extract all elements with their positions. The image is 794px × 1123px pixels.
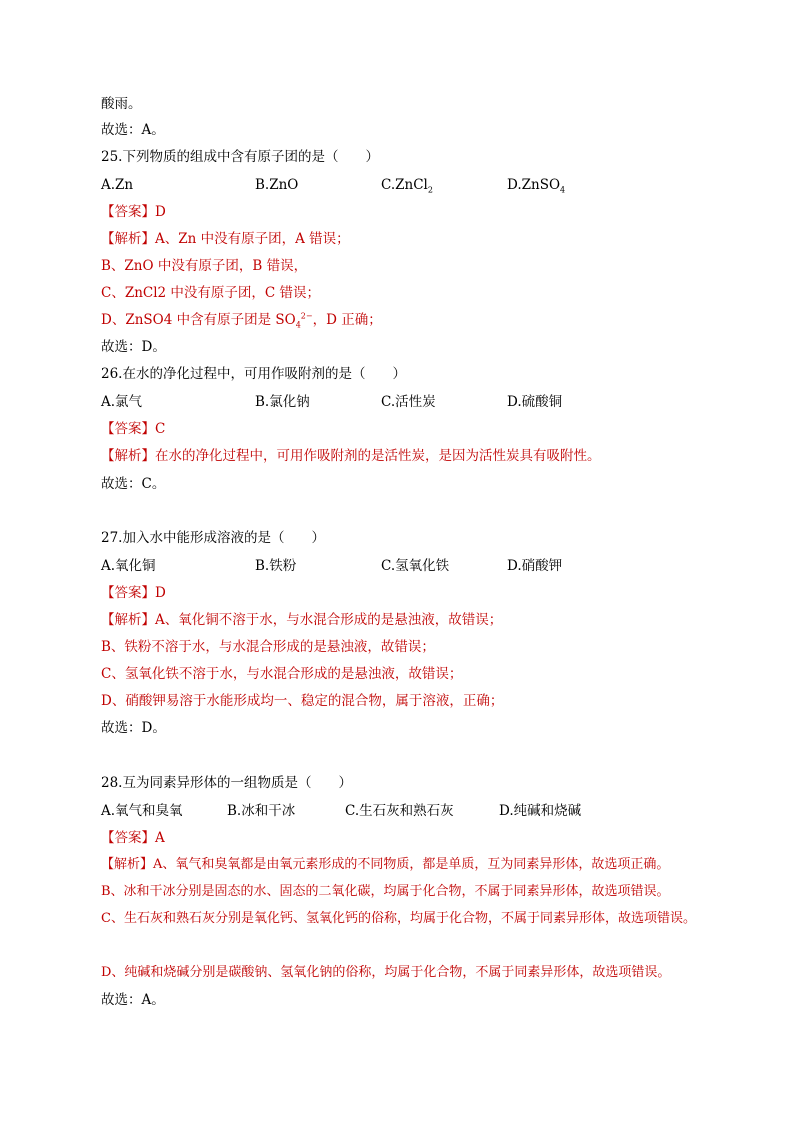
choice-27: 故选：D。 [101, 720, 166, 736]
analysis-27-b: B、铁粉不溶于水，与水混合形成的是悬浊液，故错误； [101, 639, 435, 655]
option-d: D.硝酸钾 [507, 558, 563, 574]
option-d: D.ZnSO$_4$ [507, 177, 566, 195]
option-b: B.氯化钠 [255, 394, 310, 410]
choice-line: 故选：A。 [101, 122, 165, 138]
answer-25: 【答案】D [101, 204, 166, 220]
question-26: 26.在水的净化过程中，可用作吸附剂的是（ ） [101, 366, 406, 382]
option-c: C.氢氧化铁 [381, 558, 450, 574]
option-a: A.Zn [101, 177, 134, 193]
option-a: A.氧气和臭氧 [101, 803, 183, 819]
option-b: B.冰和干冰 [227, 803, 296, 819]
answer-28: 【答案】A [101, 830, 165, 846]
question-27: 27.加入水中能形成溶液的是（ ） [101, 530, 325, 546]
option-b: B.铁粉 [255, 558, 297, 574]
answer-27: 【答案】D [101, 585, 166, 601]
choice-25: 故选：D。 [101, 339, 166, 355]
analysis-27-c: C、氢氧化铁不溶于水，与水混合形成的是悬浊液，故错误； [101, 666, 463, 682]
option-c: C.生石灰和熟石灰 [345, 803, 454, 819]
choice-28: 故选：A。 [101, 992, 165, 1008]
option-a: A.氯气 [101, 394, 143, 410]
question-28: 28.互为同素异形体的一组物质是（ ） [101, 775, 352, 791]
analysis-26: 【解析】在水的净化过程中，可用作吸附剂的是活性炭，是因为活性炭具有吸附性。 [101, 448, 601, 464]
option-b: B.ZnO [255, 177, 299, 193]
analysis-25-b: B、ZnO 中没有原子团，B 错误， [101, 258, 308, 274]
option-c: C.活性炭 [381, 394, 436, 410]
option-d: D.硫酸铜 [507, 394, 563, 410]
option-d: D.纯碱和烧碱 [499, 803, 582, 819]
question-25: 25.下列物质的组成中含有原子团的是（ ） [101, 149, 379, 165]
analysis-25-d: D、ZnSO4 中含有原子团是 $SO_4^{2-}$，D 正确； [101, 311, 382, 330]
analysis-25-c: C、ZnCl2 中没有原子团，C 错误； [101, 285, 321, 301]
choice-26: 故选：C。 [101, 476, 166, 492]
option-c: C.ZnCl$_2$ [381, 177, 433, 195]
analysis-28-a: 【解析】A、氧气和臭氧都是由氧元素形成的不同物质，都是单质，互为同素异形体，故选项正确。 [101, 857, 670, 872]
option-a: A.氧化铜 [101, 558, 156, 574]
analysis-28-b: B、冰和干冰分别是固态的水、固态的二氧化碳，均属于化合物，不属于同素异形体，故选项错误。 [101, 884, 670, 899]
analysis-28-d: D、纯碱和烧碱分别是碳酸钠、氢氧化钠的俗称，均属于化合物，不属于同素异形体，故选项错误。 [101, 965, 671, 980]
answer-26: 【答案】C [101, 421, 166, 437]
analysis-27-d: D、硝酸钾易溶于水能形成均一、稳定的混合物，属于溶液，正确； [101, 693, 504, 709]
analysis-28-c: C、生石灰和熟石灰分别是氧化钙、氢氧化钙的俗称，均属于化合物，不属于同素异形体，故选项错误。 [101, 911, 696, 926]
analysis-25-a: 【解析】A、Zn 中没有原子团，A 错误； [101, 231, 350, 247]
text-line: 酸雨。 [101, 96, 142, 112]
analysis-27-a: 【解析】A、氧化铜不溶于水，与水混合形成的是悬浊液，故错误； [101, 612, 503, 628]
